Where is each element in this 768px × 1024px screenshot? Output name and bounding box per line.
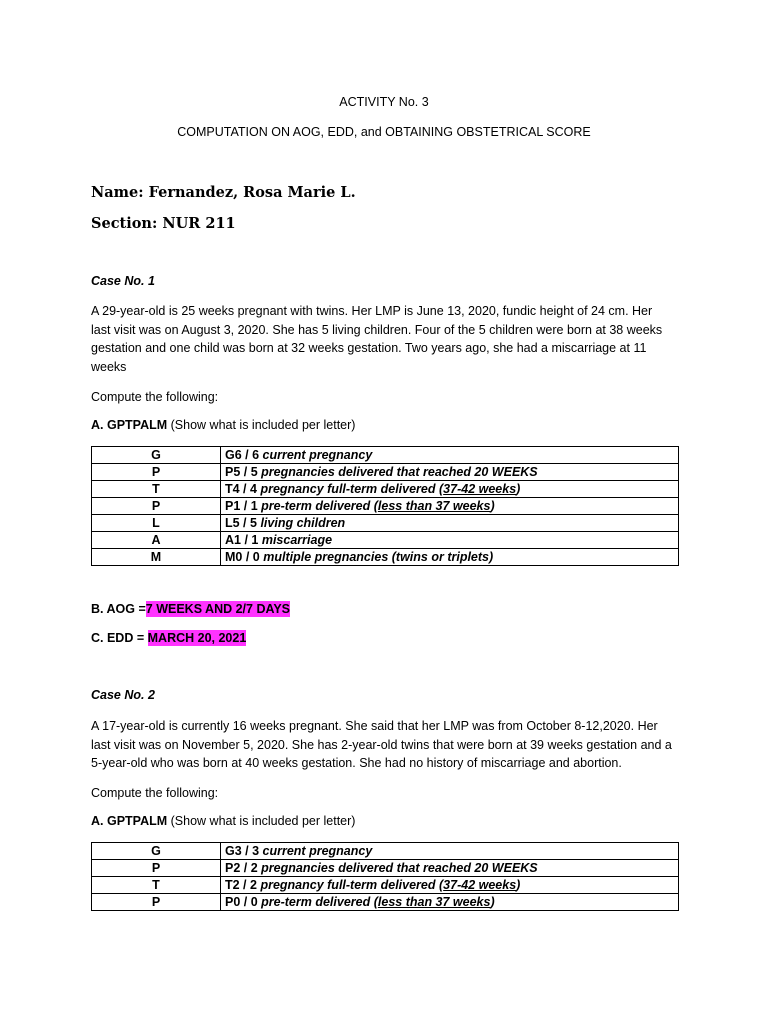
row-letter: L bbox=[92, 515, 221, 532]
name-label: Name: bbox=[91, 184, 144, 201]
row-desc: current pregnancy bbox=[262, 448, 373, 462]
row-code: M0 / 0 bbox=[225, 550, 260, 564]
row-content bbox=[221, 860, 679, 877]
table-row bbox=[92, 860, 679, 877]
edd-label: C. EDD = bbox=[91, 631, 145, 645]
student-section-line bbox=[91, 215, 236, 232]
aog-label: B. AOG = bbox=[91, 602, 146, 616]
case1-line: A 29-year-old is 25 weeks pregnant with twins. Her LMP is June 13, 2020, fundic height of 24 cm. Her bbox=[91, 304, 653, 318]
row-content bbox=[221, 515, 679, 532]
row-content bbox=[221, 447, 679, 464]
row-content: T4 / 4 pregnancy full-term delivered (37-42 weeks) bbox=[221, 481, 679, 498]
row-content bbox=[221, 843, 679, 860]
row-desc: living children bbox=[260, 516, 346, 530]
row-desc: pre-term delivered bbox=[261, 895, 371, 909]
case1-aog-line bbox=[91, 602, 290, 616]
row-letter: P bbox=[92, 860, 221, 877]
row-letter: M bbox=[92, 549, 221, 566]
row-letter: A bbox=[92, 532, 221, 549]
case2-compute-label: Compute the following: bbox=[91, 786, 219, 800]
row-desc: pregnancy full-term delivered bbox=[260, 482, 436, 496]
row-letter: G bbox=[92, 447, 221, 464]
case1-paragraph bbox=[91, 302, 681, 376]
row-desc: pregnancies delivered that reached 20 WEEKS bbox=[261, 861, 538, 875]
table-row bbox=[92, 894, 679, 911]
case1-gptpalm-table bbox=[91, 446, 679, 566]
case2-gptpalm-label: A. GPTPALM bbox=[91, 814, 168, 828]
row-content: P0 / 0 pre-term delivered (less than 37 weeks) bbox=[221, 894, 679, 911]
case2-title: Case No. 2 bbox=[91, 688, 155, 702]
table-row bbox=[92, 549, 679, 566]
case2-gptpalm-note: (Show what is included per letter) bbox=[170, 814, 356, 828]
row-desc: pregnancies delivered that reached 20 WEEKS bbox=[261, 465, 538, 479]
section-label: Section: bbox=[91, 215, 158, 232]
row-desc: pregnancy full-term delivered bbox=[260, 878, 436, 892]
case1-gptpalm-heading bbox=[91, 418, 355, 432]
row-code: G3 / 3 bbox=[225, 844, 260, 858]
row-desc: miscarriage bbox=[261, 533, 333, 547]
table-row bbox=[92, 843, 679, 860]
table-row bbox=[92, 447, 679, 464]
case1-line: last visit was on August 3, 2020. She has 5 living children. Four of the 5 children were born at 38 weeks bbox=[91, 322, 663, 337]
case2-gptpalm-table bbox=[91, 842, 679, 911]
row-letter: T bbox=[92, 877, 221, 894]
row-content bbox=[221, 464, 679, 481]
row-content: M0 / 0 multiple pregnancies (twins or triplets) bbox=[221, 549, 679, 566]
case1-gptpalm-label: A. GPTPALM bbox=[91, 418, 168, 432]
table-row bbox=[92, 532, 679, 549]
case1-edd-line bbox=[91, 631, 246, 645]
row-content: P1 / 1 pre-term delivered (less than 37 weeks) bbox=[221, 498, 679, 515]
row-code: P0 / 0 bbox=[225, 895, 258, 909]
row-paren: 37-42 weeks bbox=[443, 482, 517, 496]
row-letter: P bbox=[92, 894, 221, 911]
name-value: Fernandez, Rosa Marie L. bbox=[148, 184, 356, 201]
row-paren: 37-42 weeks bbox=[443, 878, 517, 892]
case2-gptpalm-heading bbox=[91, 814, 355, 828]
case1-line: gestation and one child was born at 32 weeks gestation. Two years ago, she had a miscarriage at 11 bbox=[91, 341, 647, 355]
table-row bbox=[92, 481, 679, 498]
row-letter: T bbox=[92, 481, 221, 498]
row-letter: P bbox=[92, 498, 221, 515]
row-paren: less than 37 weeks bbox=[377, 895, 491, 909]
case1-title: Case No. 1 bbox=[91, 274, 155, 288]
section-value: NUR 211 bbox=[162, 215, 236, 232]
edd-value: MARCH 20, 2021 bbox=[147, 631, 247, 645]
row-content: T2 / 2 pregnancy full-term delivered (37-42 weeks) bbox=[221, 877, 679, 894]
case2-line: A 17-year-old is currently 16 weeks pregnant. She said that her LMP was from October 8-12,2020. Her bbox=[91, 719, 658, 733]
row-letter: G bbox=[92, 843, 221, 860]
row-code: A1 / 1 bbox=[225, 533, 259, 547]
row-desc: multiple pregnancies bbox=[263, 550, 389, 564]
row-letter: P bbox=[92, 464, 221, 481]
row-code: L5 / 5 bbox=[225, 516, 257, 530]
row-content bbox=[221, 532, 679, 549]
activity-subtitle: COMPUTATION ON AOG, EDD, and OBTAINING OBSTETRICAL SCORE bbox=[177, 125, 591, 139]
row-code: G6 / 6 bbox=[225, 448, 260, 462]
row-code: T2 / 2 bbox=[225, 878, 257, 892]
aog-value: 7 WEEKS AND 2/7 DAYS bbox=[145, 602, 291, 616]
row-paren: twins or triplets bbox=[395, 550, 489, 564]
case1-gptpalm-note: (Show what is included per letter) bbox=[170, 418, 356, 432]
row-code: P1 / 1 bbox=[225, 499, 258, 513]
row-code: T4 / 4 bbox=[225, 482, 257, 496]
row-desc: pre-term delivered bbox=[261, 499, 371, 513]
case1-compute-label: Compute the following: bbox=[91, 390, 219, 404]
row-code: P5 / 5 bbox=[225, 465, 258, 479]
table-row bbox=[92, 498, 679, 515]
row-desc: current pregnancy bbox=[262, 844, 373, 858]
table-row bbox=[92, 515, 679, 532]
row-paren: less than 37 weeks bbox=[377, 499, 491, 513]
table-row bbox=[92, 464, 679, 481]
case2-line: 5-year-old who was born at 40 weeks gestation. She had no history of miscarriage and abortion. bbox=[91, 756, 622, 770]
case2-paragraph bbox=[91, 717, 681, 773]
table-row bbox=[92, 877, 679, 894]
student-name-line bbox=[91, 184, 356, 201]
case1-line: weeks bbox=[91, 359, 127, 374]
row-code: P2 / 2 bbox=[225, 861, 258, 875]
case2-line: last visit was on November 5, 2020. She has 2-year-old twins that were born at 39 weeks gestation and a bbox=[91, 737, 672, 752]
activity-title: ACTIVITY No. 3 bbox=[339, 95, 429, 109]
